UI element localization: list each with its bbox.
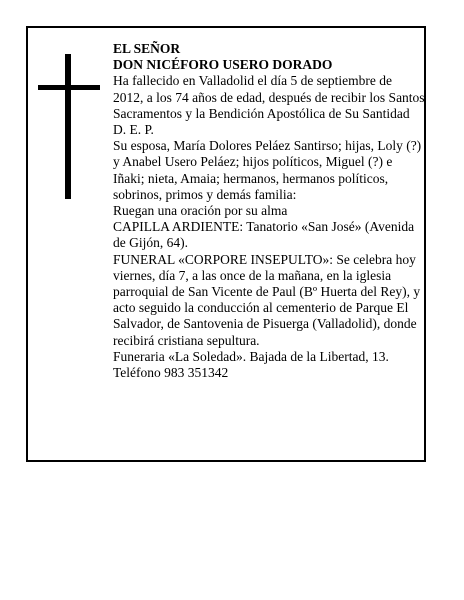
- rip-abbreviation: D. E. P.: [113, 122, 154, 138]
- notice-text: [113, 41, 425, 381]
- death-statement: Ha fallecido en Valladolid el día 5 de septiembre de 2012, a los 74 años de edad, después de recibir los Santos Sacramentos y la Bendición Apostólica de Su Santidad: [113, 73, 425, 121]
- deceased-title: EL SEÑOR: [113, 41, 181, 56]
- deceased-name: DON NICÉFORO USERO DORADO: [113, 57, 333, 73]
- funeral-home-info: Funeraria «La Soledad». Bajada de la Libertad, 13. Teléfono 983 351342: [113, 348, 389, 381]
- cross-horizontal-bar: [38, 85, 100, 90]
- family-list: Su esposa, María Dolores Peláez Santirso; hijas, Loly (?) y Anabel Usero Peláez; hijos políticos, Miguel (?) e Iñaki; nieta, Amaia; hermanos, hermanos políticos, sobrinos, primos y demás familia:: [113, 138, 422, 202]
- obituary-notice: [26, 26, 426, 462]
- chapel-info: CAPILLA ARDIENTE: Tanatorio «San José» (Avenida de Gijón, 64).: [113, 219, 415, 251]
- cross-vertical-bar: [65, 54, 71, 199]
- funeral-info: FUNERAL «CORPORE INSEPULTO»: Se celebra hoy viernes, día 7, a las once de la mañana, en la iglesia parroquial de San Vicente de Paul (Bº Huerta del Rey), y acto seguido la conducción al cementerio de Parque El Salvador, de Santovenia de Pisuerga (Valladolid), donde recibirá cristiana sepultura.: [113, 251, 421, 348]
- cross-icon: [38, 54, 100, 199]
- prayer-request: Ruegan una oración por su alma: [113, 203, 288, 219]
